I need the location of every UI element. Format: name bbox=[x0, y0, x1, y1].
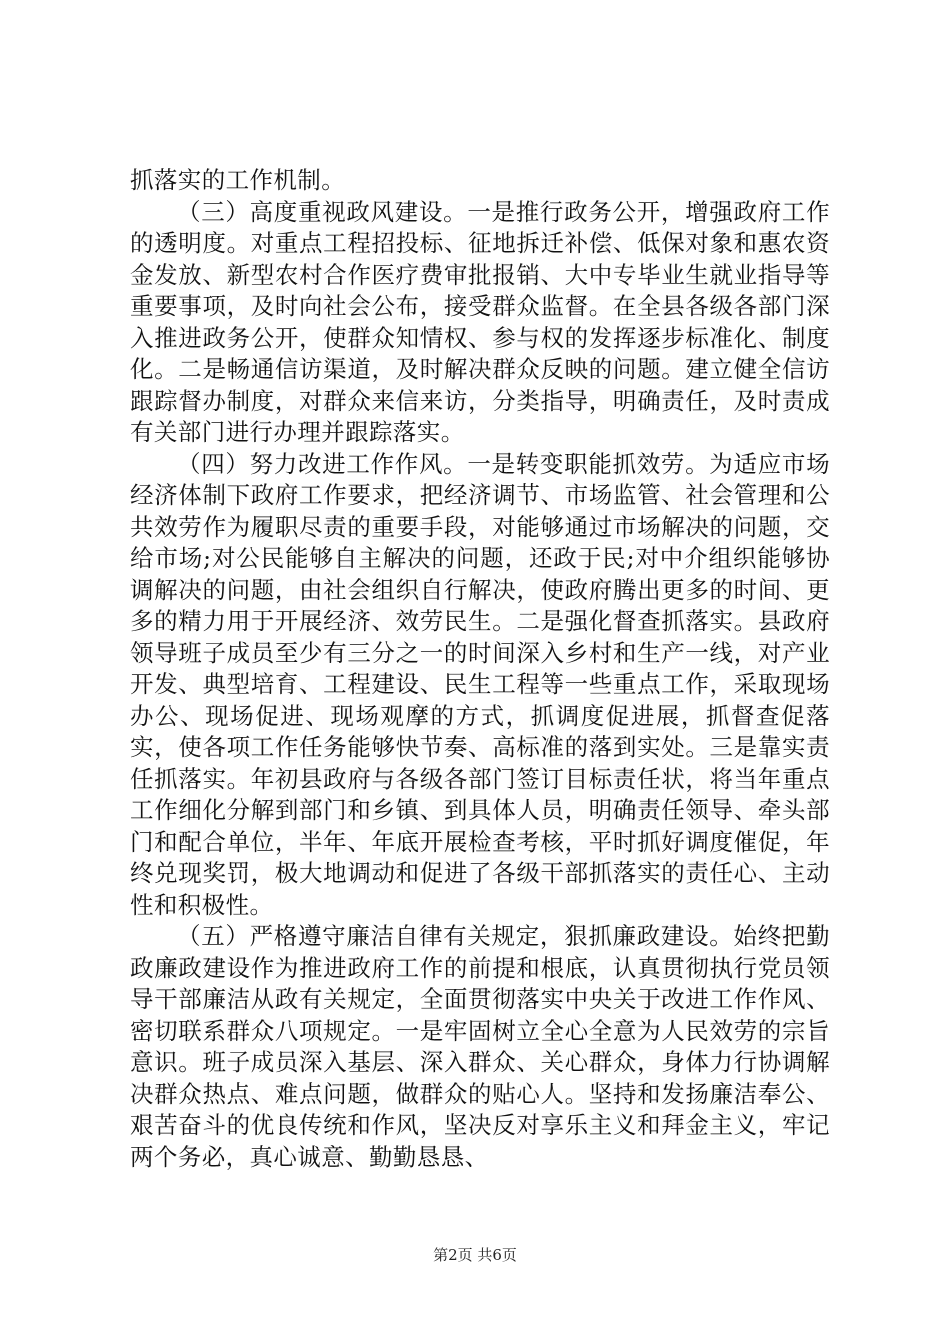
paragraph-section-four: （四）努力改进工作作风。一是转变职能抓效劳。为适应市场经济体制下政府工作要求，把经济调节、市场监管、社会管理和公共效劳作为履职尽责的重要手段，对能够通过市场解决的问题，交给市场;对公民能够自主解决的问题，还政于民;对中介组织能够协调解决的问题，由社会组织自行解决，使政府腾出更多的时间、更多的精力用于开展经济、效劳民生。二是强化督查抓落实。县政府领导班子成员至少有三分之一的时间深入乡村和生产一线，对产业开发、典型培育、工程建设、民生工程等一些重点工作，采取现场办公、现场促进、现场观摩的方式，抓调度促进展，抓督查促落实，使各项工作任务能够快节奏、高标准的落到实处。三是靠实责任抓落实。年初县政府与各级各部门签订目标责任状，将当年重点工作细化分解到部门和乡镇、到具体人员，明确责任领导、牵头部门和配合单位，半年、年底开展检查考核，平时抓好调度催促，年终兑现奖罚，极大地调动和促进了各级干部抓落实的责任心、主动性和积极性。 bbox=[130, 449, 830, 919]
paragraph-section-five: （五）严格遵守廉洁自律有关规定，狠抓廉政建设。始终把勤政廉政建设作为推进政府工作的前提和根底，认真贯彻执行党员领导干部廉洁从政有关规定，全面贯彻落实中央关于改进工作作风、密切联系群众八项规定。一是牢固树立全心全意为人民效劳的宗旨意识。班子成员深入基层、深入群众、关心群众，身体力行协调解决群众热点、难点问题，做群众的贴心人。坚持和发扬廉洁奉公、艰苦奋斗的优良传统和作风，坚决反对享乐主义和拜金主义，牢记两个务必，真心诚意、勤勤恳恳、 bbox=[130, 922, 830, 1171]
paragraph-section-three: （三）高度重视政风建设。一是推行政务公开，增强政府工作的透明度。对重点工程招投标、征地拆迁补偿、低保对象和惠农资金发放、新型农村合作医疗费审批报销、大中专毕业生就业指导等重要事项，及时向社会公布，接受群众监督。在全县各级各部门深入推进政务公开，使群众知情权、参与权的发挥逐步标准化、制度化。二是畅通信访渠道，及时解决群众反映的问题。建立健全信访跟踪督办制度，对群众来信来访，分类指导，明确责任，及时责成有关部门进行办理并跟踪落实。 bbox=[130, 197, 830, 446]
page-footer: 第2页 共6页 bbox=[433, 1246, 517, 1264]
paragraph-continuation: 抓落实的工作机制。 bbox=[130, 166, 346, 194]
document-body bbox=[130, 165, 830, 1173]
